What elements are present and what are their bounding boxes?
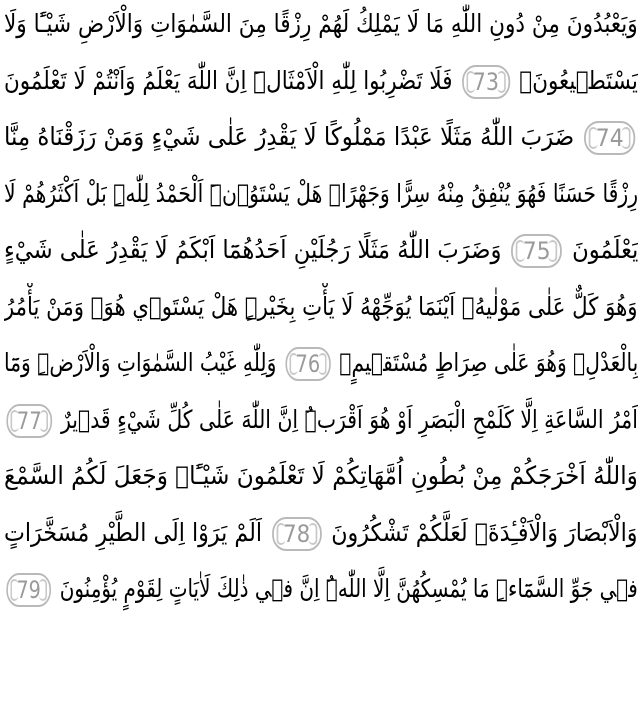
- ayah-number: 79: [16, 576, 42, 604]
- verse-text: وَلِلّٰهِ غَيْبُ السَّمٰوَاتِ وَالْاَرْضِۜ وَمَٓا: [4, 348, 277, 377]
- ayah-number-marker: [272, 517, 322, 551]
- ayah-number-marker: [7, 404, 53, 438]
- verse-text: ضَرَبَ اللّٰهُ مَثَلًا عَبْدًا مَمْلُوكًا لَا يَقْدِرُ عَلٰى شَيْءٍ وَمَنْ رَزَقْنَاهُ مِنَّا: [4, 122, 575, 151]
- text-line: [4, 283, 638, 340]
- ayah-number-marker: [584, 121, 635, 155]
- verse-text: وَهُوَ كَلٌّ عَلٰى مَوْلٰيهُۙ اَيْنَمَا يُوَجِّهْهُ لَا يَأْتِ بِخَيْرٍۜ هَلْ يَسْتَوٖي هُوَۙ وَمَنْ يَأْمُرُ: [4, 291, 638, 321]
- ayah-number-marker: [7, 573, 52, 607]
- line-text: [4, 230, 638, 270]
- line-text: [4, 4, 638, 44]
- text-line: [4, 509, 638, 566]
- text-line: [4, 170, 638, 227]
- ayah-number: 78: [283, 519, 311, 548]
- text-line: [4, 226, 638, 283]
- ayah-number: 76: [295, 350, 320, 378]
- verse-text: رِزْقًا حَسَنًا فَهُوَ يُنْفِقُ مِنْهُ سِرًّا وَجَهْرًاۜ هَلْ يَسْتَوُ۫نَۜ اَلْحَمْدُ لِلّٰهِۜ بَلْ اَكْثَرُهُمْ لَا: [4, 178, 638, 208]
- verse-text: وَالْاَبْصَارَ وَالْاَفْـِٔدَةَۙ لَعَلَّكُمْ تَشْكُرُونَ: [331, 517, 638, 547]
- verse-text: يَسْتَطٖيعُونَۚ: [519, 65, 638, 95]
- ayah-number-marker: [462, 65, 510, 99]
- text-line: [4, 396, 638, 453]
- line-text: [4, 61, 638, 101]
- text-line: [4, 339, 638, 396]
- verse-text-block: [4, 0, 638, 622]
- text-line: [4, 0, 638, 57]
- verse-text: يَعْلَمُونَ: [571, 235, 638, 264]
- line-text: [4, 117, 638, 157]
- ayah-number: 77: [16, 406, 42, 435]
- verse-text: وَيَعْبُدُونَ مِنْ دُونِ اللّٰهِ مَا لَا يَمْلِكُ لَهُمْ رِزْقًا مِنَ السَّمٰوَاتِ وَالْاَرْضِ شَيْـًٔا وَلَا: [4, 9, 638, 38]
- text-line: [4, 57, 638, 114]
- verse-text: وَضَرَبَ اللّٰهُ مَثَلًا رَجُلَيْنِ اَحَدُهُمَٓا اَبْكَمُ لَا يَقْدِرُ عَلٰى شَيْءٍ: [4, 235, 502, 264]
- line-text: [4, 343, 638, 383]
- ayah-number-marker: [285, 347, 330, 381]
- ayah-number: 74: [595, 124, 624, 152]
- ayah-number-marker: [511, 234, 562, 268]
- verse-text: اَمْرُ السَّاعَةِ اِلَّا كَلَمْحِ الْبَصَرِ اَوْ هُوَ اَقْرَبُۜ اِنَّ اللّٰهَ عَلٰى كُلِّ شَيْءٍ قَدٖيرٌ: [61, 404, 638, 434]
- line-text: [4, 513, 638, 553]
- text-line: [4, 113, 638, 170]
- verse-text: فَلَا تَضْرِبُوا لِلّٰهِ الْاَمْثَالَۜ اِنَّ اللّٰهَ يَعْلَمُ وَاَنْتُمْ لَا تَعْلَمُونَ: [4, 65, 453, 95]
- text-line: [4, 452, 638, 509]
- ayah-number: 75: [522, 237, 551, 265]
- line-text: [4, 174, 638, 214]
- verse-text: اَلَمْ يَرَوْا اِلَى الطَّيْرِ مُسَخَّرَاتٍ: [4, 517, 263, 547]
- verse-text: بِالْعَدْلِۙ وَهُوَ عَلٰى صِرَاطٍ مُسْتَقٖيمٍ۟: [339, 348, 638, 377]
- ayah-number: 73: [472, 67, 500, 96]
- line-text: [4, 400, 638, 440]
- verse-text: فٖي جَوِّ السَّمَٓاءِۜ مَا يُمْسِكُهُنَّ اِلَّا اللّٰهُۜ اِنَّ فٖي ذٰلِكَ لَاٰيَاتٍ لِقَوْمٍ يُؤْمِنُونَ: [59, 574, 638, 603]
- line-text: [4, 456, 638, 496]
- line-text: [4, 569, 638, 609]
- verse-text: وَاللّٰهُ اَخْرَجَكُمْ مِنْ بُطُونِ اُمَّهَاتِكُمْ لَا تَعْلَمُونَ شَيْـًٔاۙ وَجَعَلَ لَكُمُ السَّمْعَ: [4, 461, 638, 490]
- line-text: [4, 287, 638, 327]
- text-line: [4, 565, 638, 622]
